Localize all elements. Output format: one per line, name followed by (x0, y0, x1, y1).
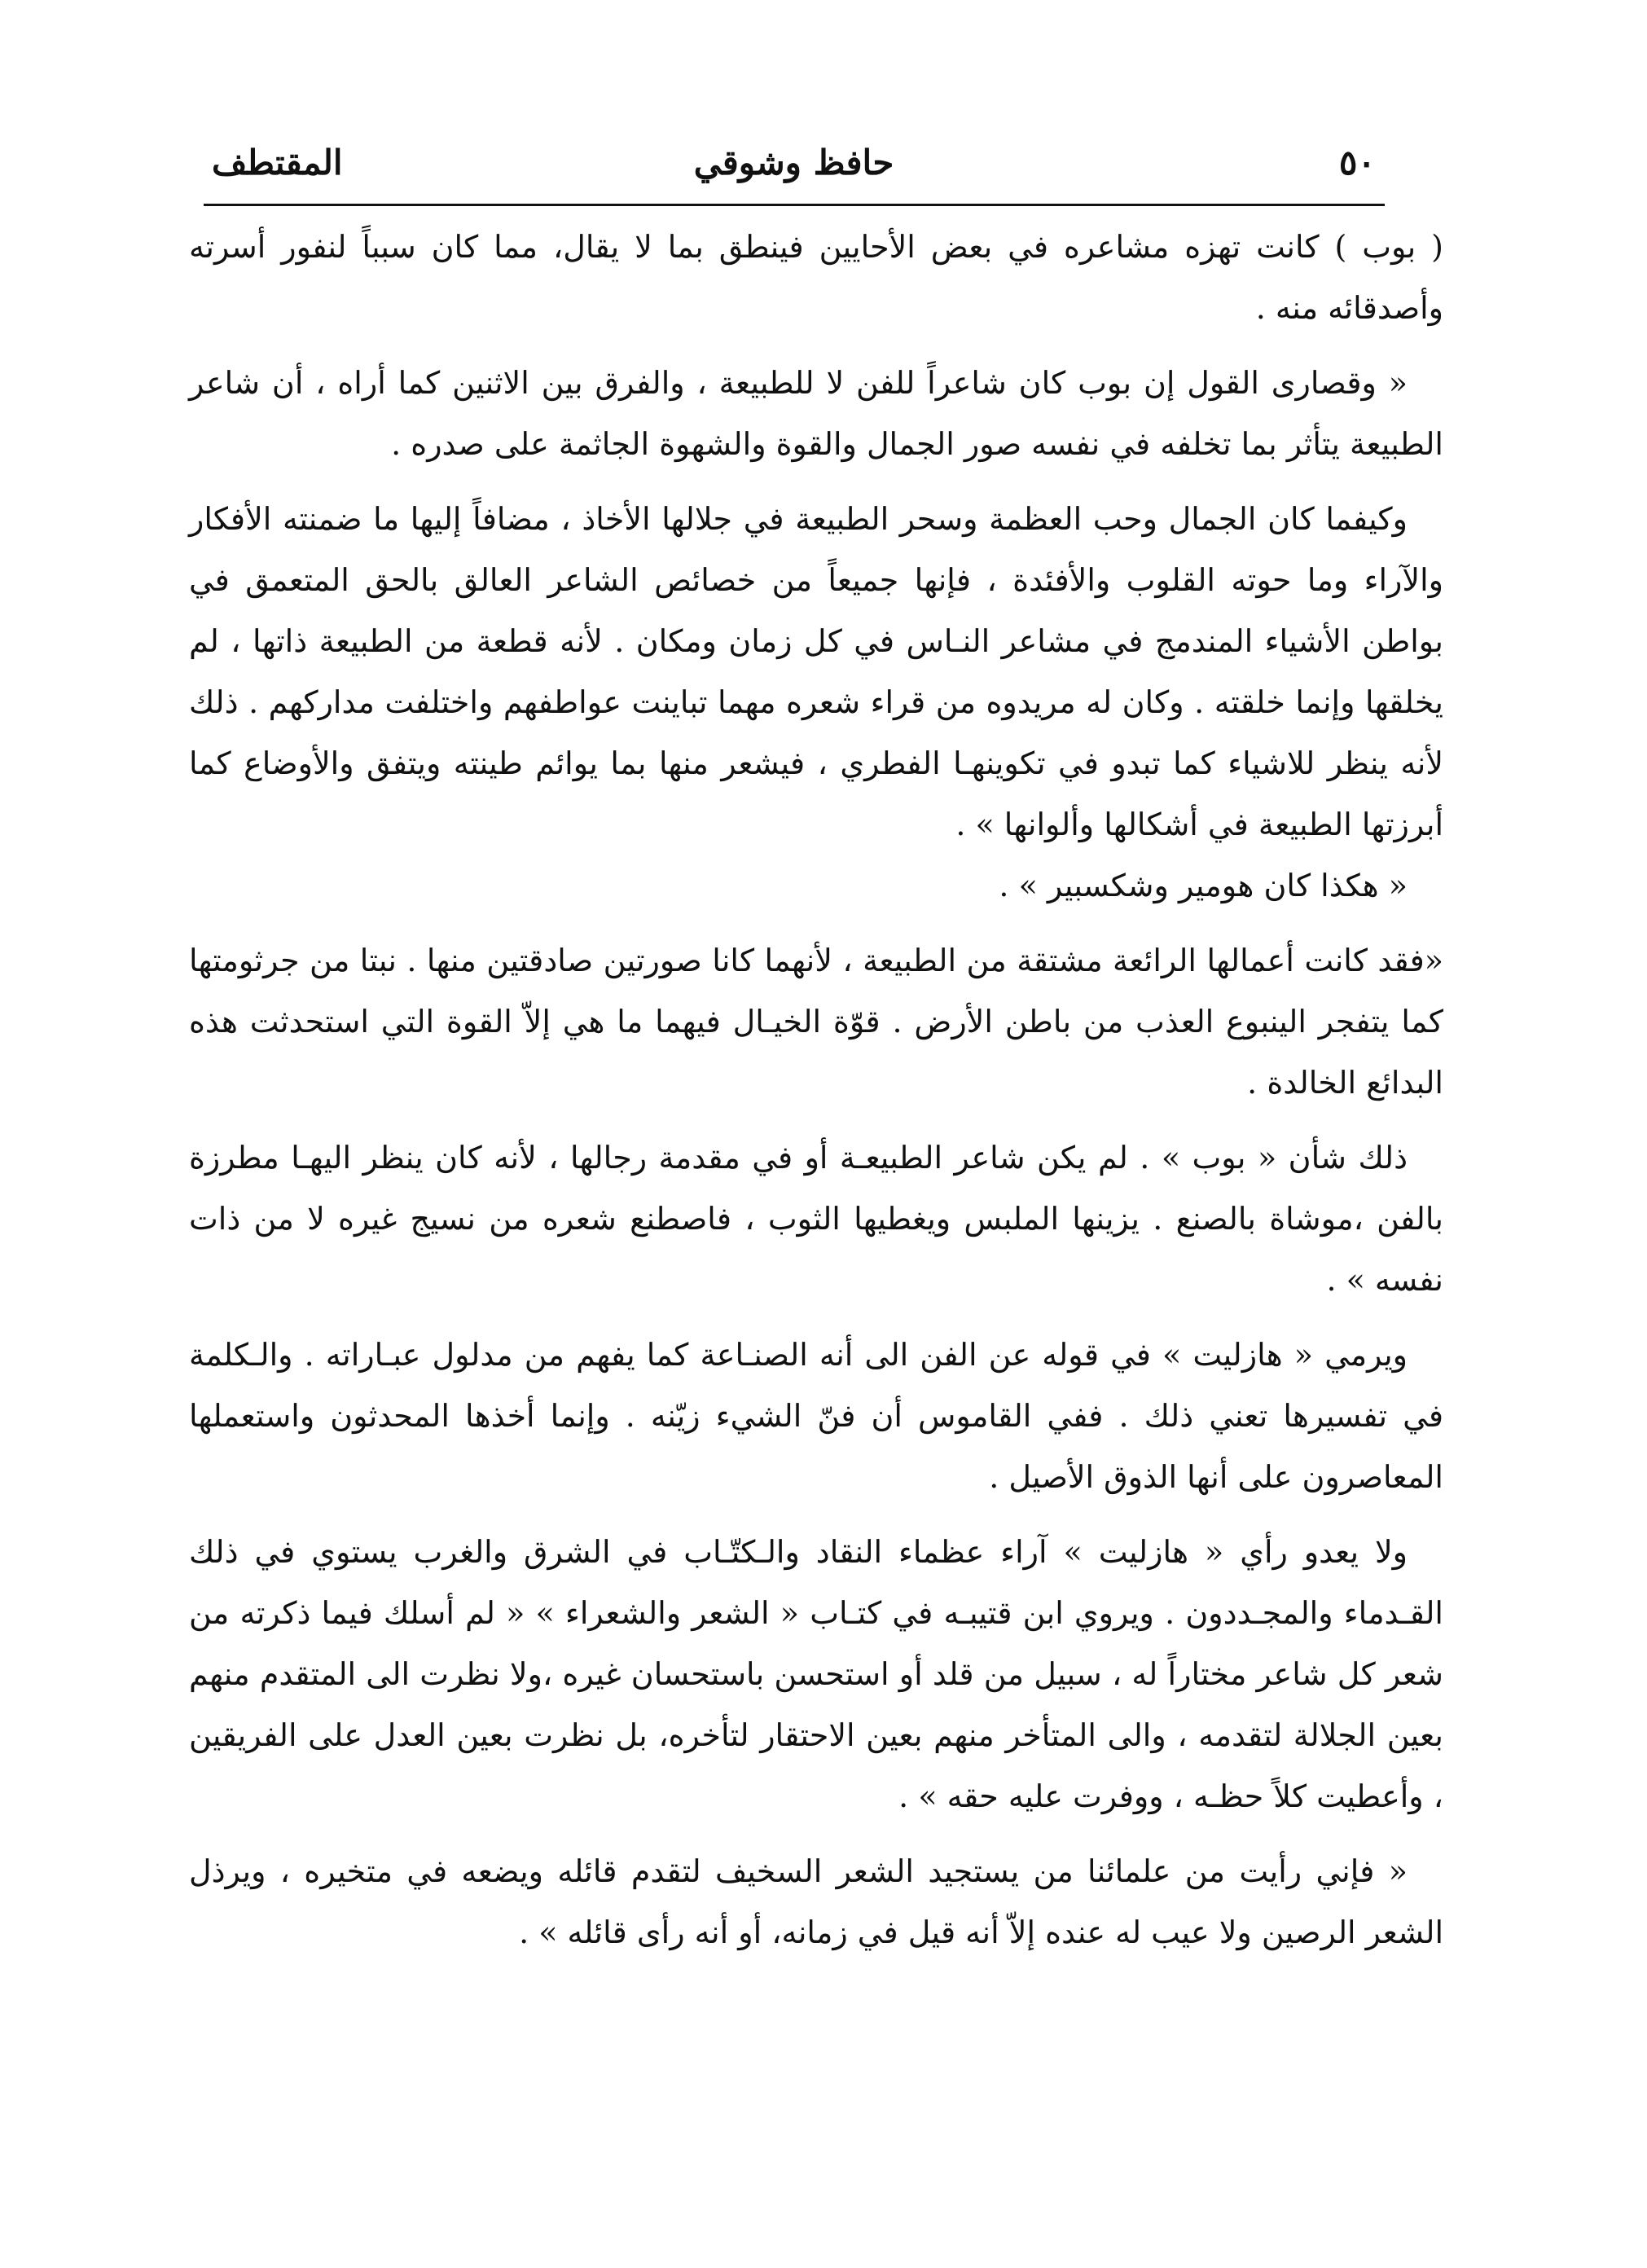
paragraph-1: ( بوب ) كانت تهزه مشاعره في بعض الأحايين فينطق بما لا يقال، مما كان سبباً لنفور أسرته وأصدقائه منه . (189, 229, 1443, 326)
paragraph-9: « فإني رأيت من علمائنا من يستجيد الشعر السخيف لتقدم قائله ويضعه في متخيره ، ويرذل الشعر الرصين ولا عيب له عنده إلاّ أنه قيل في زمانه، أو أنه رأى قائله » . (189, 1853, 1443, 1950)
paragraph-7: ويرمي « هازليت » في قوله عن الفن الى أنه الصنـاعة كما يفهم من مدلول عبـاراته . والـكلمة في تفسيرها تعني ذلك . ففي القاموس أن فنّ الشيء زيّنه . وإنما أخذها المحدثون واستعملها المعاصرون على أنها الذوق الأصيل . (189, 1337, 1443, 1495)
page-header (205, 130, 1382, 196)
paragraph-6: ذلك شأن « بوب » . لم يكن شاعر الطبيعـة أو في مقدمة رجالها ، لأنه كان ينظر اليهـا مطرزة بالفن ،موشاة بالصنع . يزينها الملبس ويغطيها الثوب ، فاصطنع شعره من نسيج غيره لا من ذات نفسه » . (189, 1140, 1443, 1298)
paragraph-2: « وقصارى القول إن بوب كان شاعراً للفن لا للطبيعة ، والفرق بين الاثنين كما أراه ، أن شاعر الطبيعة يتأثر بما تخلفه في نفسه صور الجمال والقوة والشهوة الجاثمة على صدره . (189, 365, 1443, 462)
paragraph-3: وكيفما كان الجمال وحب العظمة وسحر الطبيعة في جلالها الأخاذ ، مضافاً إليها ما ضمنته الأفكار والآراء وما حوته القلوب والأفئدة ، فإنها جميعاً من خصائص الشاعر العالق بالحق المتعمق في بواطن الأشياء المندمج في مشاعر النـاس في كل زمان ومكان . لأنه قطعة من الطبيعة ذاتها ، لم يخلقها وإنما خلقته . وكان له مريدوه من قراء شعره مهما تباينت عواطفهم واختلفت مداركهم . ذلك لأنه ينظر للاشياء كما تبدو في تكوينهـا الفطري ، فيشعر منها بما يوائم طينته ويتفق والأوضاع كما أبرزتها الطبيعة في أشكالها وألوانها » . (189, 501, 1443, 842)
page-number: ٥٠ (1338, 143, 1376, 182)
paragraph-8: ولا يعدو رأي « هازليت » آراء عظماء النقاد والـكتّـاب في الشرق والغرب يستوي في ذلك القـدماء والمجـددون . ويروي ابن قتيبـه في كتـاب « الشعر والشعراء » « لم أسلك فيما ذكرته من شعر كل شاعر مختاراً له ، سبيل من قلد أو استحسن باستحسان غيره ،ولا نظرت الى المتقدم منهم بعين الجلالة لتقدمه ، والى المتأخر منهم بعين الاحتقار لتأخره، بل نظرت بعين العدل على الفريقين ، وأعطيت كلاً حظـه ، ووفرت عليه حقه » . (189, 1534, 1443, 1814)
header-rule (204, 204, 1385, 206)
body-text (189, 217, 1443, 1977)
paragraph-5: «فقد كانت أعمالها الرائعة مشتقة من الطبيعة ، لأنهما كانا صورتين صادقتين منها . نبتا من جرثومتها كما يتفجر الينبوع العذب من باطن الأرض . قوّة الخيـال فيهما ما هي إلاّ القوة التي استحدثت هذه البدائع الخالدة . (189, 943, 1443, 1101)
running-title: حافظ وشوقي (693, 143, 894, 182)
journal-name: المقتطف (212, 143, 343, 182)
paragraph-4: « هكذا كان هومير وشكسبير » . (999, 868, 1408, 903)
